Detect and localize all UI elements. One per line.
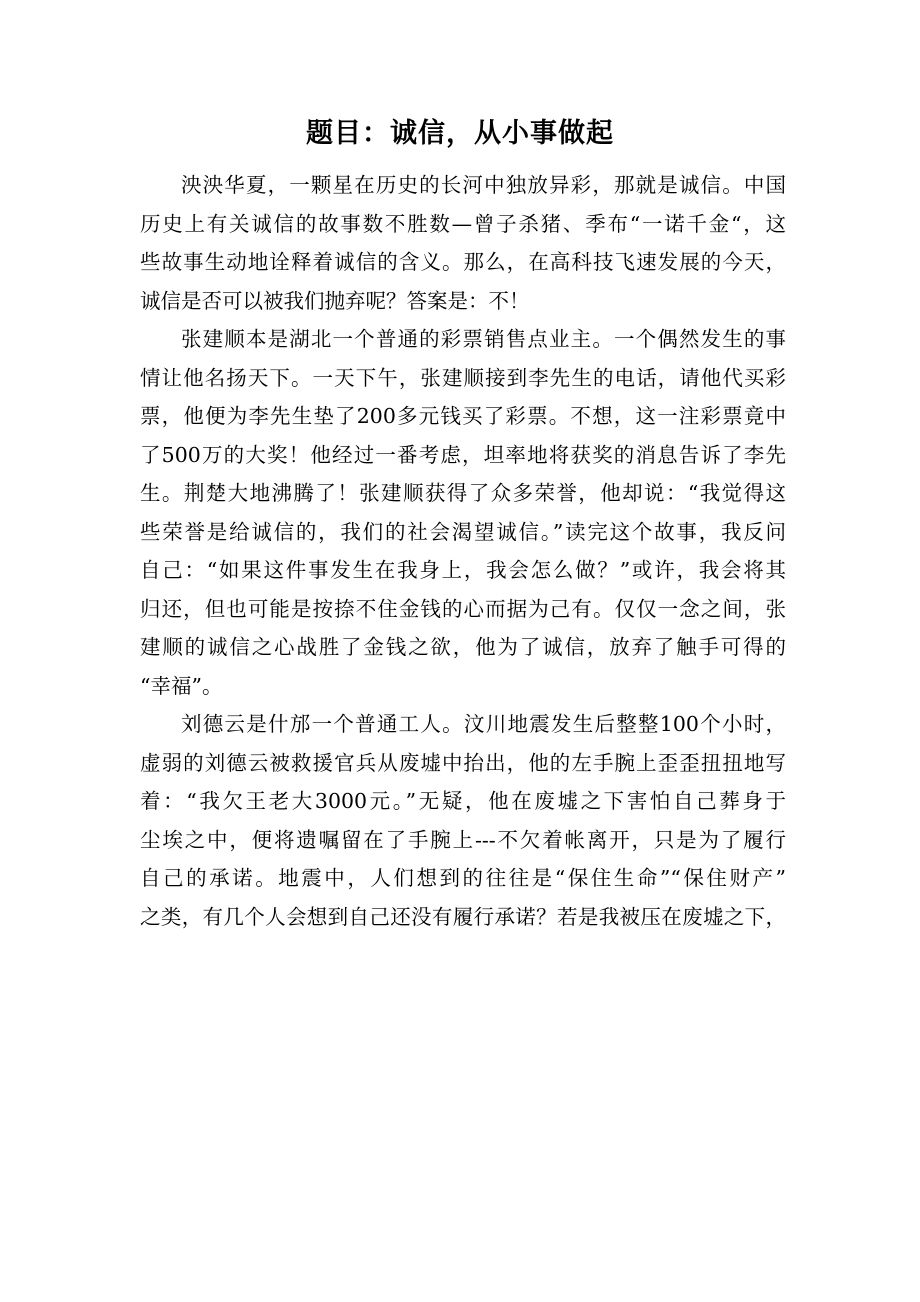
paragraph-3-line-2: 虚弱的刘德云被救援官兵从废墟中抬出，他的左手腕上歪歪扭扭地写 [140, 750, 786, 775]
paragraph-2-line-9: 建顺的诚信之心战胜了金钱之欲，他为了诚信，放弃了触手可得的 [140, 635, 786, 659]
paragraph-1-line-2: 历史上有关诚信的故事数不胜数—曾子杀猪、季布“一诺千金“，这 [140, 211, 786, 236]
paragraph-3-line-6: 之类，有几个人会想到自己还没有履行承诺？若是我被压在废墟之下， [140, 904, 786, 929]
paragraph-1-line-3: 些故事生动地诠释着诚信的含义。那么，在高科技飞速发展的今天， [140, 250, 786, 274]
paragraph-3-line-5: 自己的承诺。地震中，人们想到的往往是“保住生命”“保住财产” [140, 866, 786, 890]
paragraph-2-line-10: “幸福”。 [140, 673, 223, 698]
paragraph-2-line-4: 了500万的大奖！他经过一番考虑，坦率地将获奖的消息告诉了李先 [140, 442, 786, 467]
paragraph-3-line-4: 尘埃之中，便将遗嘱留在了手腕上---不欠着帐离开，只是为了履行 [140, 827, 786, 852]
paragraph-3-line-3: 着：“我欠王老大3000元。”无疑，他在废墟之下害怕自己葬身于 [140, 789, 786, 813]
paragraph-2-line-7: 自己：“如果这件事发生在我身上，我会怎么做？”或许，我会将其 [140, 558, 786, 582]
paragraph-2-line-1: 张建顺本是湖北一个普通的彩票销售点业主。一个偶然发生的事 [181, 327, 786, 351]
paragraph-2-line-8: 归还，但也可能是按捺不住金钱的心而据为己有。仅仅一念之间，张 [140, 596, 786, 621]
paragraph-2-line-5: 生。荆楚大地沸腾了！张建顺获得了众多荣誉，他却说：“我觉得这 [140, 481, 786, 505]
paragraph-1-line-1: 泱泱华夏，一颗星在历史的长河中独放异彩，那就是诚信。中国 [181, 173, 786, 197]
paragraph-2-line-2: 情让他名扬天下。一天下午，张建顺接到李先生的电话，请他代买彩 [140, 365, 786, 390]
paragraph-1-line-4: 诚信是否可以被我们抛弃呢？答案是：不！ [140, 288, 530, 313]
essay-body [140, 166, 786, 936]
paragraph-2-line-6: 些荣誉是给诚信的，我们的社会渴望诚信。”读完这个故事，我反问 [140, 519, 786, 544]
essay-title: 题目：诚信，从小事做起 [306, 118, 614, 149]
paragraph-3-line-1: 刘德云是什邡一个普通工人。汶川地震发生后整整100个小时， [181, 712, 786, 736]
paragraph-2-line-3: 票，他便为李先生垫了200多元钱买了彩票。不想，这一注彩票竟中 [140, 404, 786, 428]
